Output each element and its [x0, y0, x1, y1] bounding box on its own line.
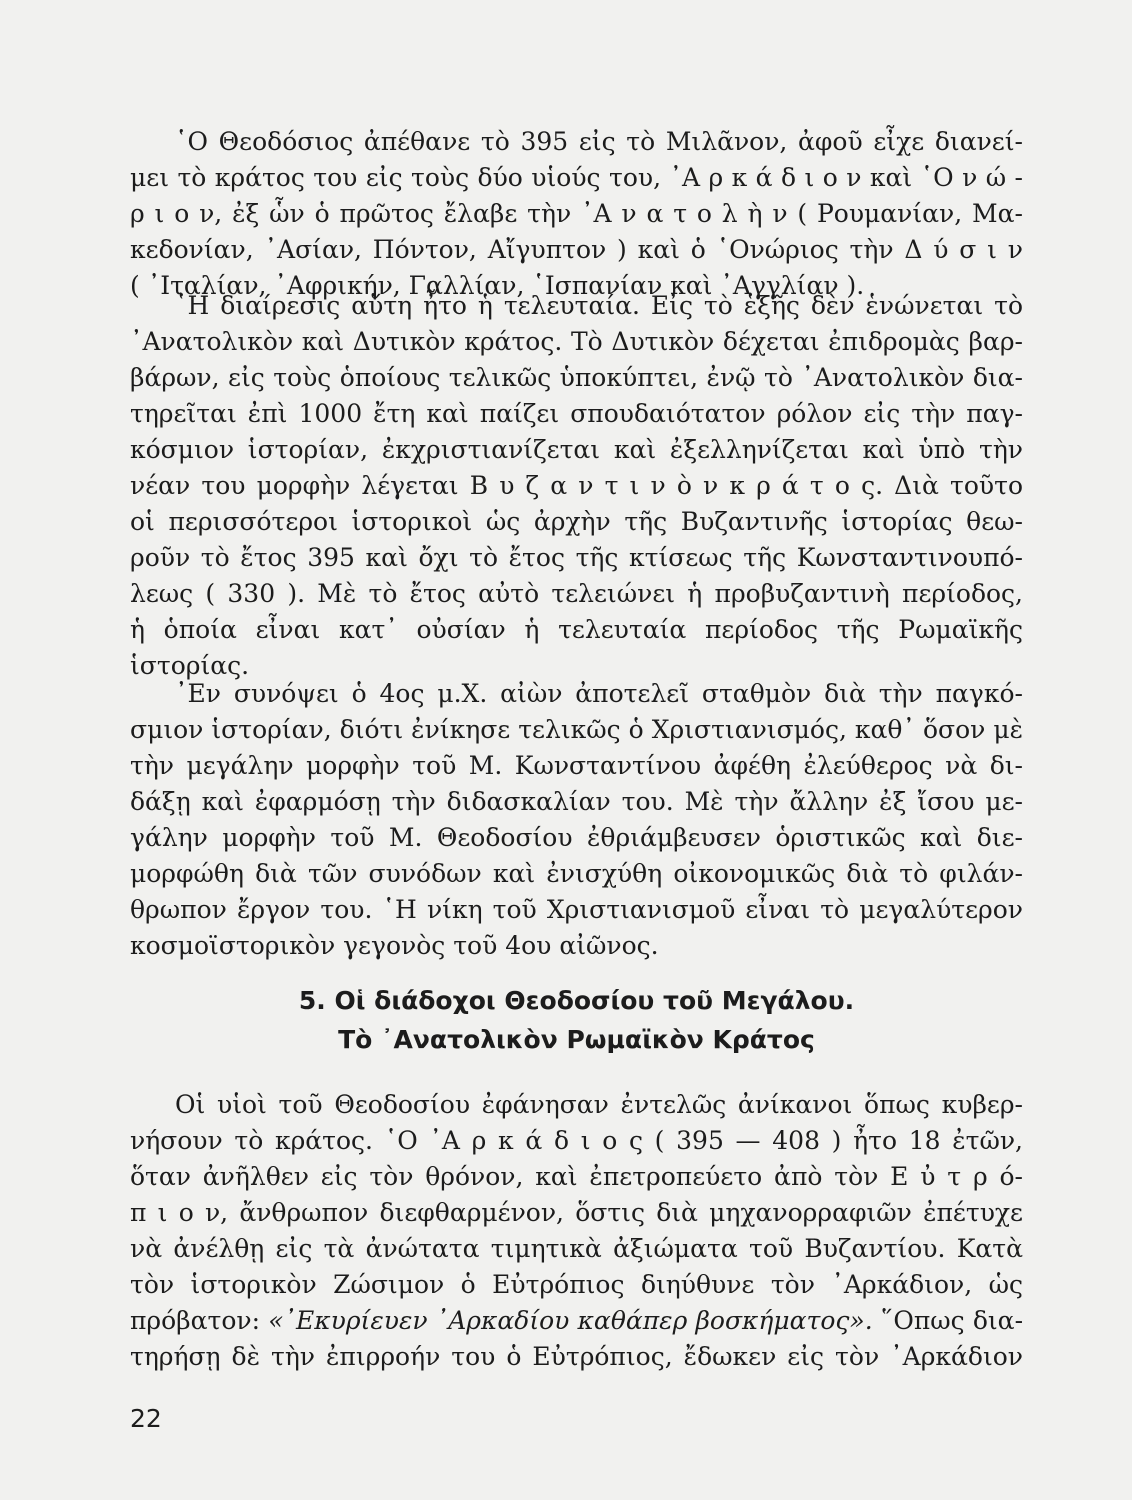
text-line: τὸν ἱστορικὸν Ζώσιμον ὁ Εὐτρόπιος διηύθυνε τὸν ᾿Αρκάδιον, ὡς [130, 1270, 1023, 1299]
text-line: νέαν του μορφὴν λέγεται Β υ ζ α ν τ ι ν ὸ ν κ ρ ά τ ο ς. Διὰ τοῦτο [130, 471, 1023, 500]
section-heading-line-2: Τὸ ᾿Ανατολικὸν Ρωμαϊκὸν Κράτος [338, 1025, 815, 1054]
text-line: ᾿Ανατολικὸν καὶ Δυτικὸν κράτος. Τὸ Δυτικὸν δέχεται ἐπιδρομὰς βαρ- [130, 327, 1023, 356]
text-line: μει τὸ κράτος του εἰς τοὺς δύο υἱούς του, ᾿Α ρ κ ά δ ι ο ν καὶ ῾Ο ν ώ - [130, 163, 1023, 192]
text-line: τηρεῖται ἐπὶ 1000 ἔτη καὶ παίζει σπουδαιότατον ρόλον εἰς τὴν παγ- [130, 399, 1023, 428]
text-line: νὰ ἀνέλθῃ εἰς τὰ ἀνώτατα τιμητικὰ ἀξιώματα τοῦ Βυζαντίου. Κατὰ [130, 1234, 1023, 1263]
text-line: π ι ο ν, ἄνθρωπον διεφθαρμένον, ὅστις διὰ μηχανορραφιῶν ἐπέτυχε [130, 1198, 1023, 1227]
text-line: κεδονίαν, ᾿Ασίαν, Πόντον, Αἴγυπτον ) καὶ ὁ ῾Ονώριος τὴν Δ ύ σ ι ν [130, 235, 1023, 264]
text-line: ( ᾿Ιταλίαν, ᾿Αφρικήν, Γαλλίαν, ῾Ισπανίαν καὶ ᾿Αγγλίαν ). [130, 271, 865, 300]
text-line: μορφώθη διὰ τῶν συνόδων καὶ ἐνισχύθη οἰκονομικῶς διὰ τὸ φιλάν- [130, 859, 1023, 888]
text-segment: ῞Οπως δια- [872, 1306, 1024, 1335]
text-line: τὴν μεγάλην μορφὴν τοῦ Μ. Κωνσταντίνου ἀφέθη ἐλεύθερος νὰ δι- [130, 751, 1023, 780]
text-line: ροῦν τὸ ἔτος 395 καὶ ὄχι τὸ ἔτος τῆς κτίσεως τῆς Κωνσταντινουπό- [130, 543, 1023, 572]
text-line: ᾿Εν συνόψει ὁ 4ος μ.Χ. αἰὼν ἀποτελεῖ σταθμὸν διὰ τὴν παγκό- [175, 679, 1023, 708]
text-line: ὅταν ἀνῆλθεν εἰς τὸν θρόνον, καὶ ἐπετροπεύετο ἀπὸ τὸν Ε ὐ τ ρ ό- [130, 1162, 1023, 1191]
text-line: ἱστορίας. [130, 651, 250, 680]
text-line: νήσουν τὸ κράτος. ῾Ο ᾿Α ρ κ ά δ ι ο ς ( 395 — 408 ) ἦτο 18 ἐτῶν, [130, 1126, 1023, 1155]
text-line: οἱ περισσότεροι ἱστορικοὶ ὡς ἀρχὴν τῆς Βυζαντινῆς ἱστορίας θεω- [130, 507, 1023, 536]
text-line-with-quote [130, 1304, 1023, 1338]
text-line: ῾Ο Θεοδόσιος ἀπέθανε τὸ 395 εἰς τὸ Μιλᾶνον, ἀφοῦ εἶχε διανεί- [175, 127, 1023, 156]
text-line: κόσμιον ἱστορίαν, ἐκχριστιανίζεται καὶ ἐξελληνίζεται καὶ ὑπὸ τὴν [130, 435, 1023, 464]
text-line: θρωπον ἔργον του. ῾Η νίκη τοῦ Χριστιανισμοῦ εἶναι τὸ μεγαλύτερον [130, 895, 1023, 924]
text-line: τηρήσῃ δὲ τὴν ἐπιρροήν του ὁ Εὐτρόπιος, ἔδωκεν εἰς τὸν ᾿Αρκάδιον [130, 1342, 1023, 1371]
text-line: λεως ( 330 ). Μὲ τὸ ἔτος αὐτὸ τελειώνει ἡ προβυζαντινὴ περίοδος, [130, 579, 1023, 608]
text-line: δάξῃ καὶ ἐφαρμόσῃ τὴν διδασκαλίαν του. Μὲ τὴν ἄλλην ἐξ ἴσου με- [130, 787, 1023, 816]
quotation: «᾿Εκυρίευεν ᾿Αρκαδίου καθάπερ βοσκήματος». [268, 1306, 873, 1335]
text-line: ρ ι ο ν, ἐξ ὧν ὁ πρῶτος ἔλαβε τὴν ᾿Α ν α τ ο λ ὴ ν ( Ρουμανίαν, Μα- [130, 199, 1023, 228]
text-line: βάρων, εἰς τοὺς ὁποίους τελικῶς ὑποκύπτει, ἐνῷ τὸ ᾿Ανατολικὸν δια- [130, 363, 1023, 392]
text-line: Οἱ υἱοὶ τοῦ Θεοδοσίου ἐφάνησαν ἐντελῶς ἀνίκανοι ὅπως κυβερ- [175, 1090, 1023, 1119]
text-line: γάλην μορφὴν τοῦ Μ. Θεοδοσίου ἐθριάμβευσεν ὁριστικῶς καὶ διε- [130, 823, 1023, 852]
text-line: ῾Η διαίρεσις αὕτη ἦτο ἡ τελευταία. Εἰς τὸ ἑξῆς δὲν ἑνώνεται τὸ [175, 291, 1023, 320]
section-heading-line-1: 5. Οἱ διάδοχοι Θεοδοσίου τοῦ Μεγάλου. [298, 986, 855, 1015]
text-segment: πρόβατον: [130, 1306, 269, 1335]
page-number: 22 [130, 1404, 162, 1433]
text-line: κοσμοϊστορικὸν γεγονὸς τοῦ 4ου αἰῶνος. [130, 931, 659, 960]
text-line: ἡ ὁποία εἶναι κατ᾿ οὐσίαν ἡ τελευταία περίοδος τῆς Ρωμαϊκῆς [130, 615, 1023, 644]
text-line: σμιον ἱστορίαν, διότι ἐνίκησε τελικῶς ὁ Χριστιανισμός, καθ᾿ ὅσον μὲ [130, 715, 1023, 744]
